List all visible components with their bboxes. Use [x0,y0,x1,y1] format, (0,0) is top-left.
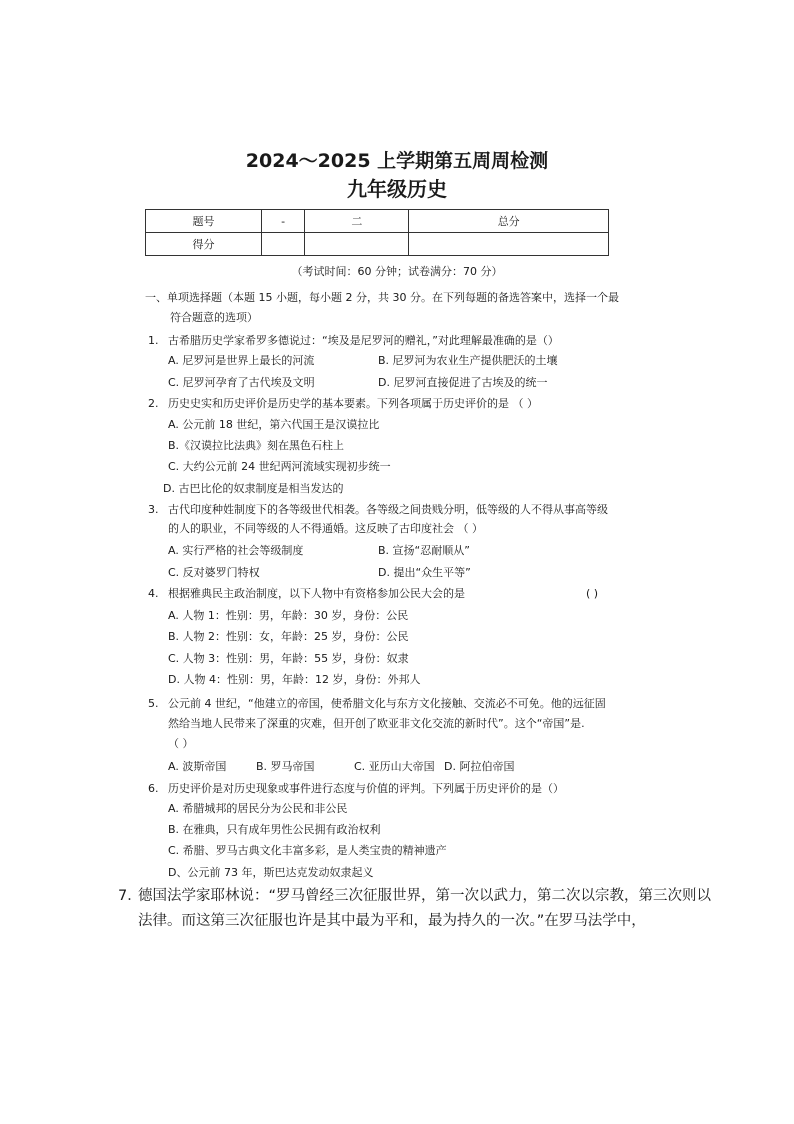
question-number: 2. [148,397,159,410]
exam-subject: 九年级历史 [347,177,447,201]
table-row [146,210,609,233]
option-d[interactable]: D. 阿拉伯帝国 [444,760,515,773]
option-c[interactable]: C. 人物 3：性别：男，年龄：55 岁，身份：奴隶 [168,652,409,665]
option-a[interactable]: A. 希腊城邦的居民分为公民和非公民 [168,802,348,815]
option-a[interactable]: A. 实行严格的社会等级制度 [168,544,304,557]
question-number: 5. [148,697,159,710]
option-a[interactable]: A. 人物 1：性别：男，年龄：30 岁，身份：公民 [168,609,409,622]
exam-info: （考试时间：60 分钟；试卷满分：70 分） [291,265,503,278]
option-b[interactable]: B. 宣扬“忍耐顺从” [378,544,470,557]
question-stem: 德国法学家耶林说：“罗马曾经三次征服世界，第一次以武力，第二次以宗教，第三次则以 [138,888,712,904]
question-number: 1. [148,334,159,347]
option-b[interactable]: B. 在雅典，只有成年男性公民拥有政治权利 [168,823,381,836]
section-heading: 一、单项选择题（本题 15 小题，每小题 2 分，共 30 分。在下列每题的备选答案中，选择一个最 [145,291,619,304]
option-b[interactable]: B. 尼罗河为农业生产提供肥沃的土壤 [378,354,558,367]
option-d[interactable]: D. 尼罗河直接促进了古埃及的统一 [378,376,548,389]
table-row [146,233,609,256]
score-input-cell[interactable] [262,233,305,256]
option-b[interactable]: B. 罗马帝国 [256,760,315,773]
score-table [145,209,609,256]
option-d[interactable]: D. 人物 4：性别：男，年龄：12 岁，身份：外邦人 [168,673,421,686]
option-c[interactable]: C. 亚历山大帝国 [354,760,435,773]
section-heading-cont: 符合题意的选项） [170,311,258,324]
question-stem: 根据雅典民主政治制度，以下人物中有资格参加公民大会的是 [168,587,465,600]
question-stem-cont: 法律。而这第三次征服也许是其中最为平和，最为持久的一次。”在罗马法学中， [138,913,646,929]
table-cell: 得分 [146,233,262,256]
question-stem-cont: （ ） [168,737,194,750]
question-number: 3. [148,503,159,516]
question-stem-cont: 然给当地人民带来了深重的灾难，但开创了欧亚非文化交流的新时代”。这个“帝国”是. [168,717,585,730]
question-stem: 古代印度种姓制度下的各等级世代相袭。各等级之间贵贱分明，低等级的人不得从事高等级 [168,503,608,516]
question-number: 6. [148,782,159,795]
table-cell: 二 [305,210,409,233]
score-input-cell[interactable] [409,233,609,256]
question-stem: 公元前 4 世纪，“他建立的帝国，使希腊文化与东方文化接触、交流必不可免。他的远征固 [168,697,606,710]
option-c[interactable]: C. 希腊、罗马古典文化丰富多彩，是人类宝贵的精神遗产 [168,844,447,857]
table-cell: 题号 [146,210,262,233]
question-stem: 历史评价是对历史现象或事件进行态度与价值的评判。下列属于历史评价的是（） [168,782,564,795]
option-c[interactable]: C. 反对婆罗门特权 [168,566,260,579]
option-d[interactable]: D. 提出“众生平等” [378,566,471,579]
option-b[interactable]: B.《汉谟拉比法典》刻在黑色石柱上 [168,439,345,452]
question-number: 4. [148,587,159,600]
option-a[interactable]: A. 波斯帝国 [168,760,227,773]
table-cell: 总分 [409,210,609,233]
answer-paren: ( ) [586,587,599,600]
option-a[interactable]: A. 公元前 18 世纪，第六代国王是汉谟拉比 [168,418,380,431]
exam-title: 2024～2025 上学期第五周周检测 [245,150,549,172]
question-number: 7． [118,888,142,904]
option-d[interactable]: D、公元前 73 年，斯巴达克发动奴隶起义 [168,866,374,879]
table-cell: - [262,210,305,233]
option-b[interactable]: B. 人物 2：性别：女，年龄：25 岁，身份：公民 [168,630,409,643]
option-d[interactable]: D. 古巴比伦的奴隶制度是相当发达的 [163,482,344,495]
score-input-cell[interactable] [305,233,409,256]
question-stem: 历史史实和历史评价是历史学的基本要素。下列各项属于历史评价的是 （ ） [168,397,538,410]
option-c[interactable]: C. 尼罗河孕育了古代埃及文明 [168,376,315,389]
question-stem: 古希腊历史学家希罗多德说过：“埃及是尼罗河的赠礼，”对此理解最准确的是（） [168,334,559,347]
question-stem-cont: 的人的职业，不同等级的人不得通婚。这反映了古印度社会 （ ） [168,522,483,535]
option-c[interactable]: C. 大约公元前 24 世纪两河流域实现初步统一 [168,460,391,473]
option-a[interactable]: A. 尼罗河是世界上最长的河流 [168,354,315,367]
